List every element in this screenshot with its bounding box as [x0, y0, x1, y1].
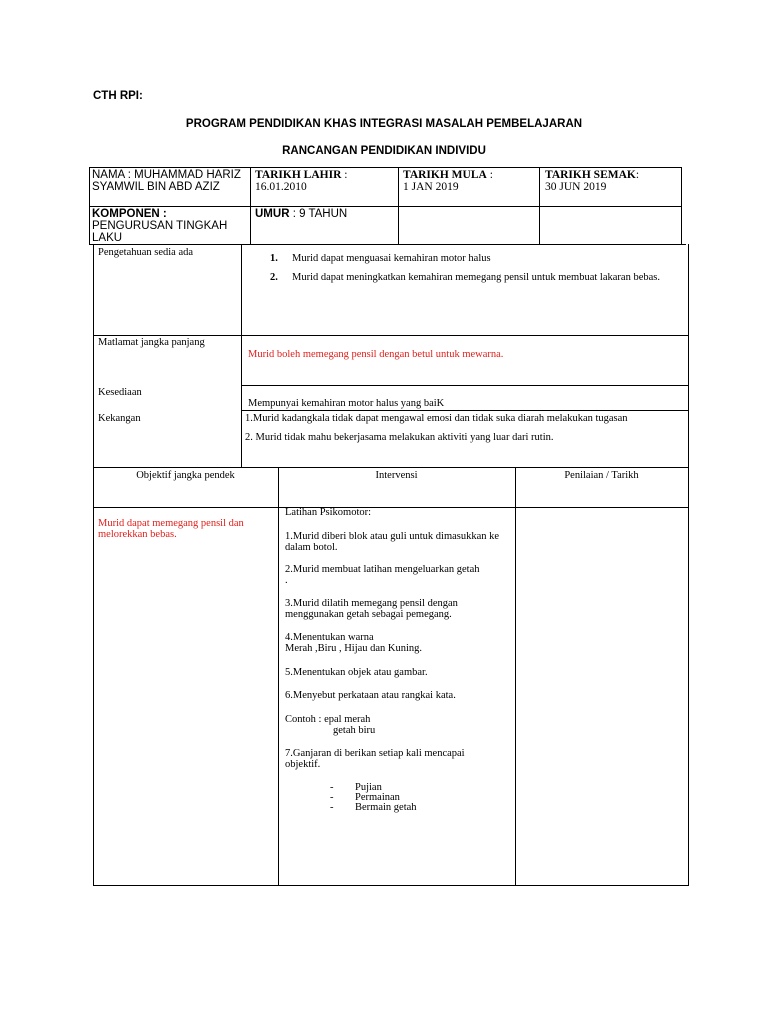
readiness-label: Kesediaan	[98, 387, 142, 398]
prior-knowledge-label: Pengetahuan sedia ada	[98, 247, 194, 258]
prior-item-1: 1. Murid dapat menguasai kemahiran motor halus	[270, 253, 491, 264]
review-date-cell: TARIKH SEMAK: 30 JUN 2019	[545, 169, 640, 193]
intervention-1: 1.Murid diberi blok atau guli untuk dimasukkan ke dalam botol.	[285, 531, 500, 553]
intervention-7: 7.Ganjaran di berikan setiap kali mencapai objektif.	[285, 748, 465, 770]
prior-item-2: 2. Murid dapat meningkatkan kemahiran memegang pensil untuk membuat lakaran bebas.	[270, 272, 660, 283]
readiness-text: Mempunyai kemahiran motor halus yang baiK	[248, 398, 445, 409]
intervention-3: 3.Murid dilatih memegang pensil dengan menggunakan getah sebagai pemegang.	[285, 598, 458, 620]
constraints-label: Kekangan	[98, 413, 141, 424]
intervention-6: 6.Menyebut perkataan atau rangkai kata.	[285, 690, 456, 701]
intervention-2: 2.Murid membuat latihan mengeluarkan getah .	[285, 564, 480, 586]
student-name: NAMA : MUHAMMAD HARIZ SYAMWIL BIN ABD AZIZ	[92, 169, 241, 193]
intervention-4: 4.Menentukan warna Merah ,Biru , Hijau dan Kuning.	[285, 632, 423, 654]
reward-item: - Permainan	[330, 792, 400, 803]
birth-date-cell: TARIKH LAHIR : 16.01.2010	[255, 169, 348, 193]
doc-title: PROGRAM PENDIDIKAN KHAS INTEGRASI MASALAH PEMBELAJARAN	[185, 118, 583, 130]
intervention-example: Contoh : epal merah getah biru	[285, 714, 376, 736]
reward-item: - Pujian	[330, 782, 382, 793]
doc-label: CTH RPI:	[93, 90, 143, 102]
constraint-2: 2. Murid tidak mahu bekerjasama melakukan aktiviti yang luar dari rutin.	[245, 432, 554, 443]
age-cell: UMUR : 9 TAHUN	[255, 208, 348, 220]
intervention-5: 5.Menentukan objek atau gambar.	[285, 667, 428, 678]
reward-item: - Bermain getah	[330, 802, 417, 813]
component-cell: KOMPONEN : PENGURUSAN TINGKAH LAKU	[92, 208, 228, 244]
col-assessment-header: Penilaian / Tarikh	[564, 470, 639, 481]
doc-subtitle: RANCANGAN PENDIDIKAN INDIVIDU	[282, 145, 486, 157]
long-term-goal-label: Matlamat jangka panjang	[98, 337, 205, 348]
col-intervention-header: Intervensi	[375, 470, 418, 481]
col-objective-header: Objektif jangka pendek	[136, 470, 235, 481]
short-term-objective: Murid dapat memegang pensil dan melorekkan bebas.	[98, 518, 244, 540]
intervention-title: Latihan Psikomotor:	[285, 507, 372, 518]
start-date-cell: TARIKH MULA : 1 JAN 2019	[403, 169, 493, 193]
constraint-1: 1.Murid kadangkala tidak dapat mengawal emosi dan tidak suka diarah melakukan tugasan	[245, 413, 628, 424]
long-term-goal-text: Murid boleh memegang pensil dengan betul untuk mewarna.	[248, 349, 504, 360]
